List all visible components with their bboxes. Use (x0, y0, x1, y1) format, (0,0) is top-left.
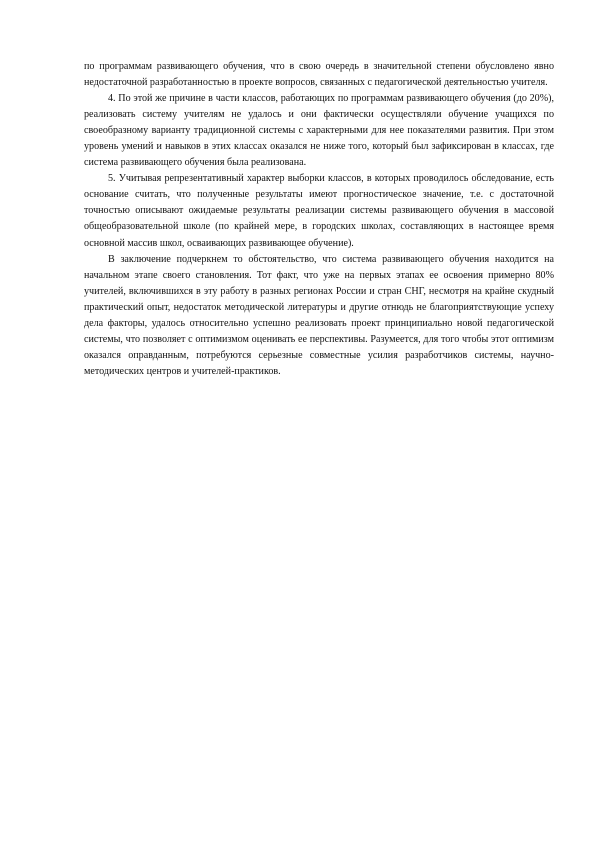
paragraph-item-5: 5. Учитывая репрезентативный характер выборки классов, в которых проводилось обследование, есть основание считать, что полученные результаты имеют прогностическое значение, т.е. с достаточной точностью описывают ожидаемые результаты реализации системы развивающего обучения в массовой общеобразовательной школе (по крайней мере, в городских школах, составляющих в настоящее время основной массив школ, осваивающих развивающее обучение). (84, 173, 554, 249)
paragraph-item-4: 4. По этой же причине в части классов, работающих по программам развивающего обучения (до 20%), реализовать систему учителям не удалось и они фактически осуществляли обучение учащихся по своеобразному варианту традиционной системы с характерными для нее показателями развития. При этом уровень умений и навыков в этих классах оказался не ниже того, который был зафиксирован в классах, где система развивающего обучения была реализована. (84, 93, 554, 169)
paragraph-conclusion: В заключение подчеркнем то обстоятельство, что система развивающего обучения находится на начальном этапе своего становления. Тот факт, что уже на первых этапах ее освоения примерно 80% учителей, включившихся в эту работу в разных регионах России и стран СНГ, несмотря на крайне скудный практический опыт, недостаток методической литературы и другие отнюдь не благоприятствующие успеху дела факторы, удалось относительно успешно реализовать проект принципиально новой педагогической системы, что позволяет с оптимизмом оценивать ее перспективы. Разумеется, для того чтобы этот оптимизм оказался оправданным, потребуются серьезные совместные усилия разработчиков системы, научно-методических центров и учителей-практиков. (84, 253, 554, 377)
paragraph-continuation: по программам развивающего обучения, что в свою очередь в значительной степени обусловлено явно недостаточной разработанностью в проекте вопросов, связанных с педагогической деятельностью учителя. (84, 61, 554, 89)
body-text (84, 59, 554, 380)
